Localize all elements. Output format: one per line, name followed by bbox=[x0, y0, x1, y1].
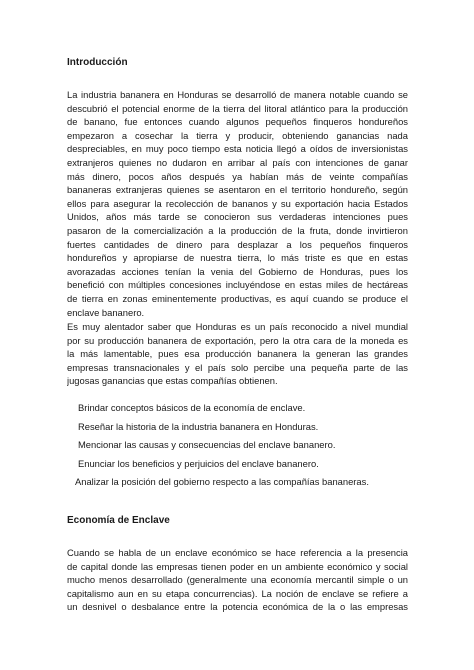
paragraph-line: avorazadas acciones tenían la venia del Gobierno de Honduras, pues los bbox=[67, 265, 408, 277]
paragraph-line: la más lamentable, pues esa producción bananera la generan las grandes bbox=[67, 348, 408, 360]
objective-item: Brindar conceptos básicos de la economía de enclave. bbox=[78, 402, 306, 413]
paragraph-line: más dinero, pocos años después ya habían más de veinte compañías bbox=[67, 170, 408, 182]
paragraph-line: Cuando se habla de un enclave económico se hace referencia a la presencia bbox=[67, 547, 408, 558]
objective-item: Enunciar los beneficios y perjuicios del enclave bananero. bbox=[78, 457, 319, 469]
paragraph-line: mucho menos desarrollado (generalmente una economía mercantil simple o un bbox=[67, 574, 408, 586]
paragraph-line: descubrió el potencial enorme de la tierra del litoral atlántico para la producción bbox=[67, 102, 408, 114]
intro-paragraph-1 bbox=[67, 88, 408, 319]
paragraph-line: jugosas ganancias que estas compañías obtienen. bbox=[67, 375, 278, 387]
paragraph-line: empresas transnacionales y el país solo percibe una pequeña parte de las bbox=[67, 361, 408, 373]
paragraph-line: Es muy alentador saber que Honduras es un país reconocido a nivel mundial bbox=[67, 321, 408, 332]
paragraph-line: bananeras extranjeras quienes se asentaron en el territorio hondureño, según bbox=[67, 184, 408, 196]
paragraph-line: por su producción bananera de exportación, pero la otra cara de la moneda es bbox=[67, 334, 408, 346]
objective-item: Analizar la posición del gobierno respecto a las compañías bananeras. bbox=[75, 476, 369, 488]
objective-item: Mencionar las causas y consecuencias del enclave bananero. bbox=[78, 439, 336, 451]
objectives-list bbox=[75, 401, 369, 494]
paragraph-line: extranjeros quienes no dudaron en arribar al país con intenciones de ganar bbox=[67, 156, 408, 168]
paragraph-line: despreciables, en muy poco tiempo esta noticia llegó a oídos de inversionistas bbox=[67, 143, 408, 155]
paragraph-line: enclave bananero. bbox=[67, 306, 145, 318]
paragraph-line: de banano, fue entonces cuando algunos pequeños finqueros hondureños bbox=[67, 116, 408, 128]
objective-item: Reseñar la historia de la industria bananera en Honduras. bbox=[78, 420, 319, 432]
paragraph-line: un desnivel o desbalance entre la potencia económica de la o las empresas bbox=[67, 601, 408, 613]
paragraph-line: de capital donde las empresas tienen poder en un ambiente económico y social bbox=[67, 560, 408, 572]
paragraph-line: fuertes cantidades de dinero para desplazar a los pequeños finqueros bbox=[67, 238, 408, 250]
paragraph-line: La industria bananera en Honduras se desarrolló de manera notable cuando se bbox=[67, 89, 408, 100]
paragraph-line: de tierra en zonas eminentemente productivas, es aquí cuando se produce el bbox=[67, 292, 408, 304]
intro-paragraph-2 bbox=[67, 320, 408, 388]
economia-paragraph bbox=[67, 546, 408, 614]
paragraph-line: Unidos, años más tarde se conocieron sus verdaderas intenciones pues bbox=[67, 211, 408, 223]
paragraph-line: benefició con múltiples concesiones incluyéndose en estas miles de hectáreas bbox=[67, 279, 408, 291]
paragraph-line: capitalismo aun en su etapa concurrencias). La noción de enclave se refiere a bbox=[67, 587, 408, 599]
paragraph-line: hondureños y apropiarse de nuestra tierra, lo más triste es que en estas bbox=[67, 252, 408, 264]
paragraph-line: pasaron de la comercialización a la producción de la fruta, donde invirtieron bbox=[67, 224, 408, 236]
section-heading-economia-de-enclave: Economía de Enclave bbox=[67, 515, 170, 526]
section-heading-introduccion: Introducción bbox=[67, 57, 128, 68]
paragraph-line: empezaron a cosechar la tierra y producir, obteniendo ganancias nada bbox=[67, 129, 408, 141]
paragraph-line: ellos para asegurar la recolección de bananos y su exportación hacia Estados bbox=[67, 197, 408, 209]
